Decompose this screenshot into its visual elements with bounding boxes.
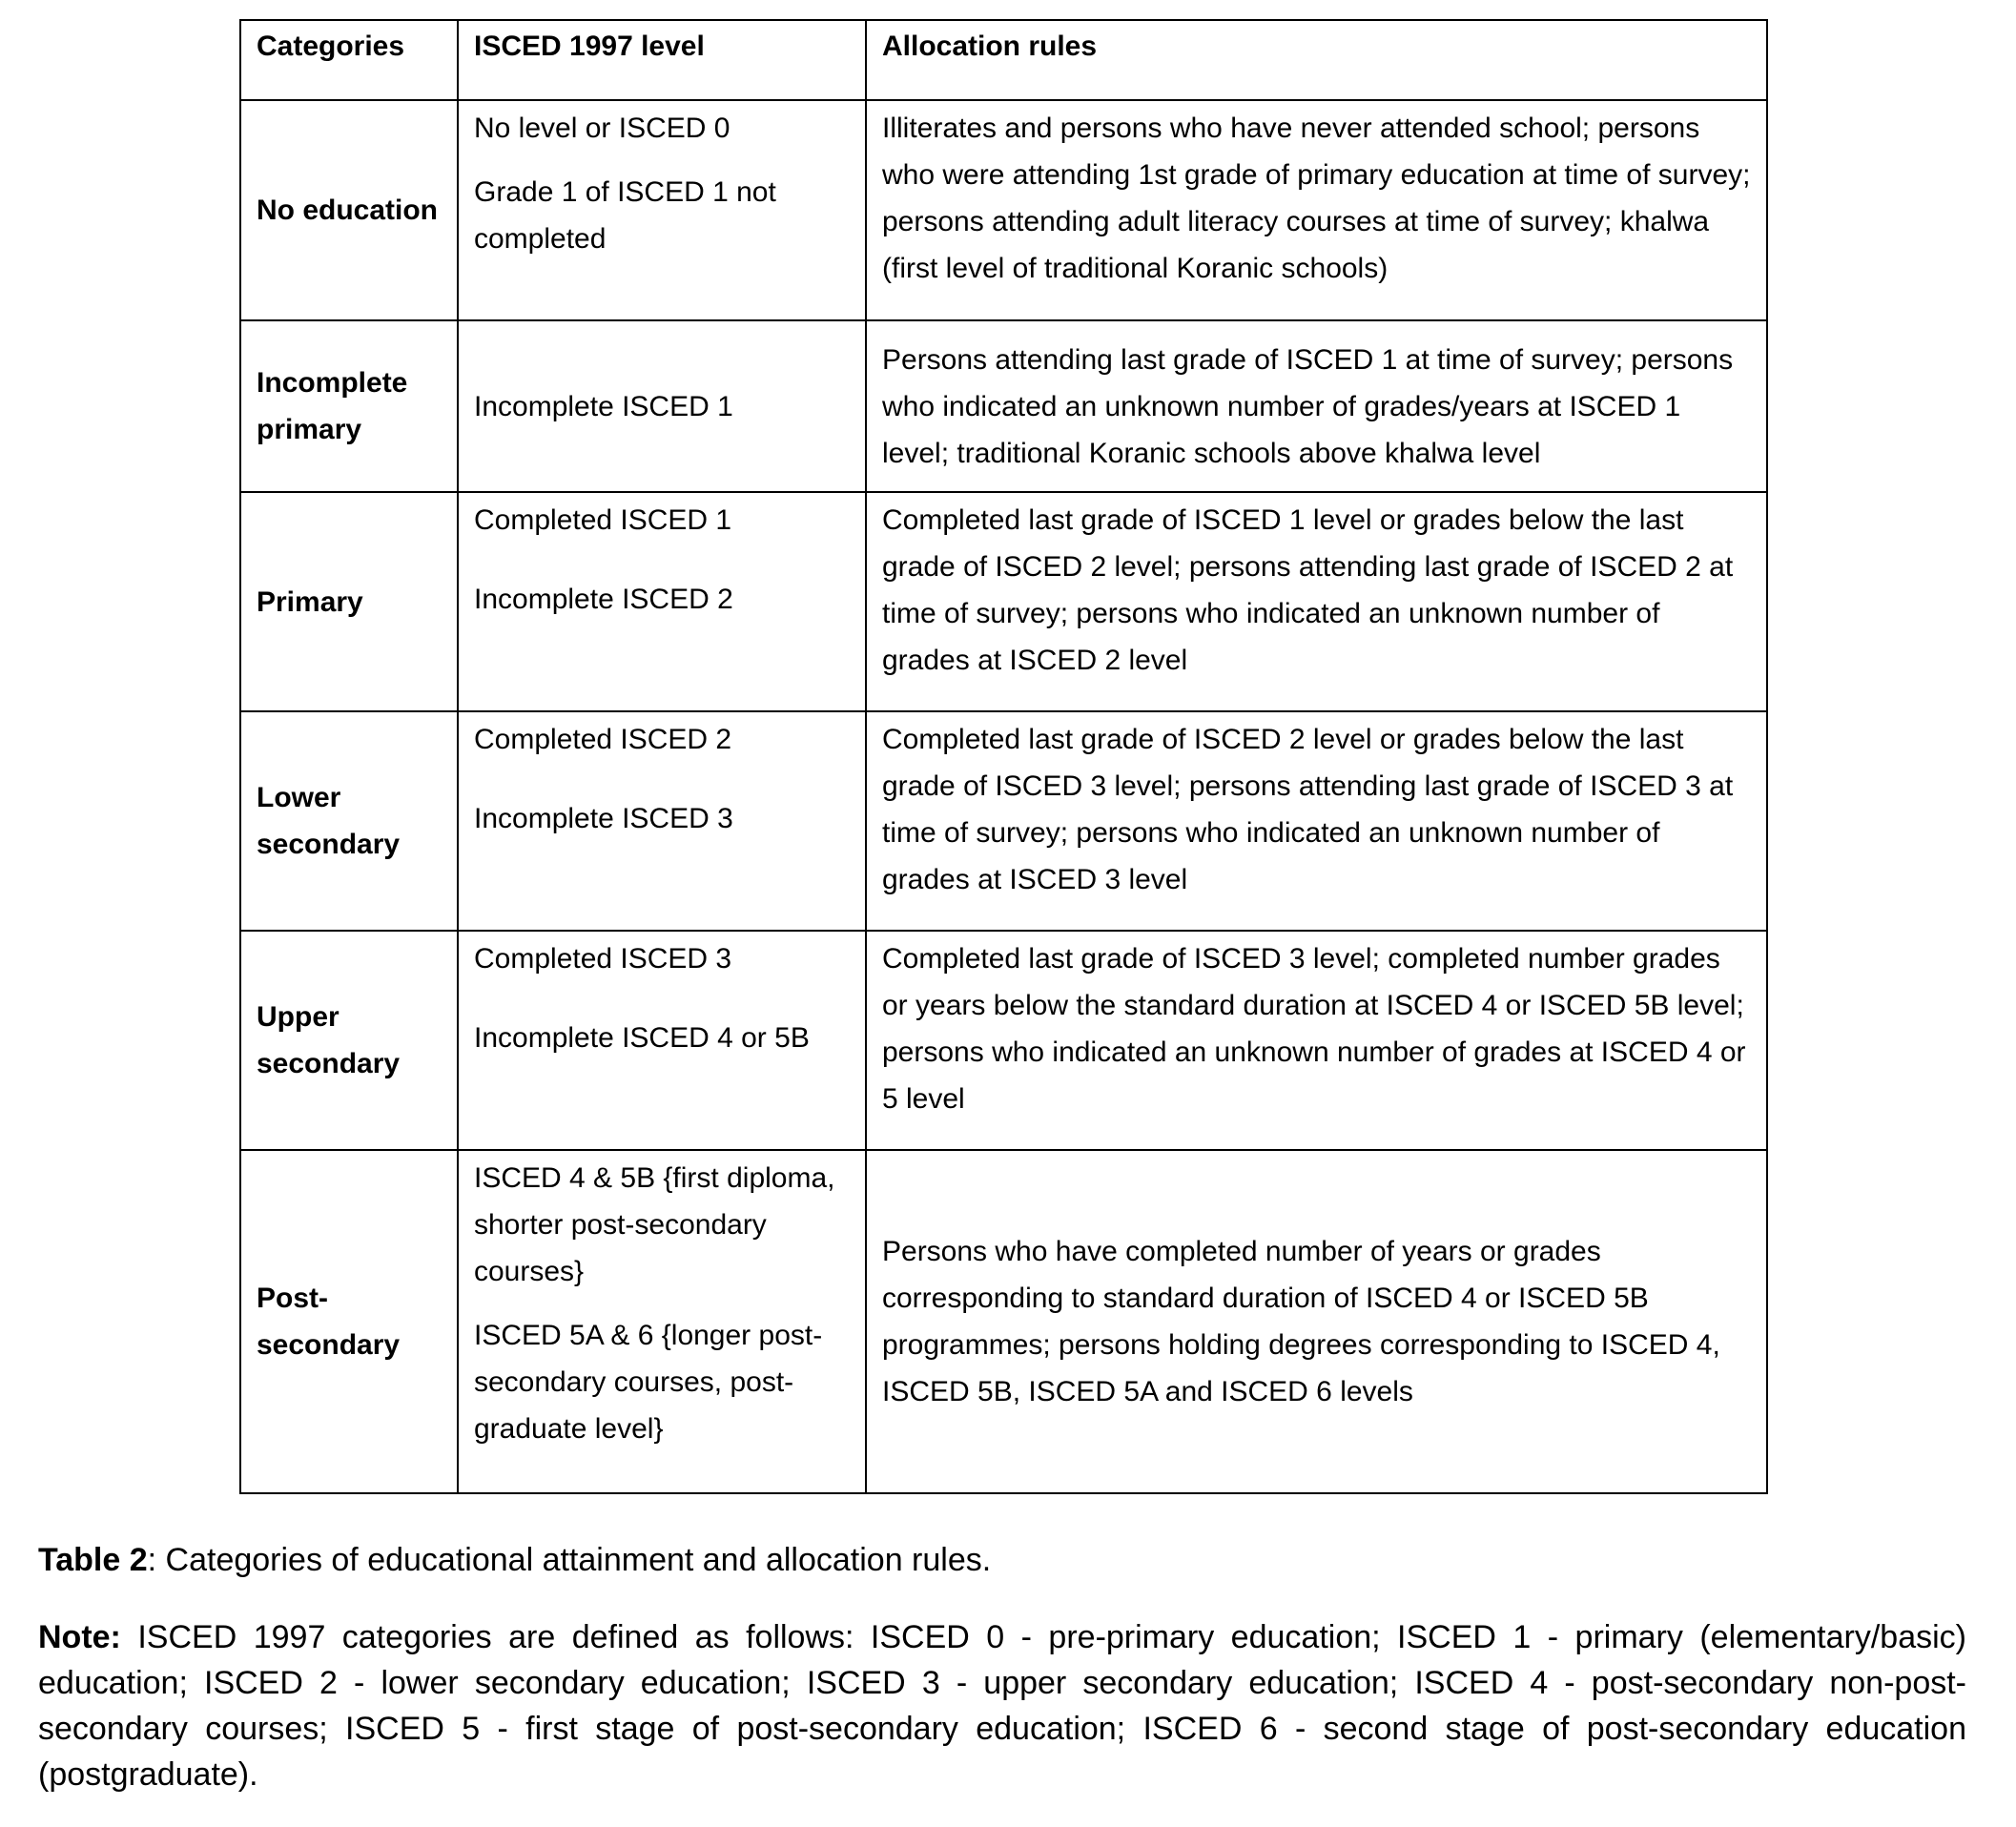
- level-item: Incomplete ISCED 3: [474, 803, 733, 834]
- table-note: [38, 1614, 1966, 1797]
- level-item: Incomplete ISCED 1: [474, 390, 733, 422]
- rule-cell: Completed last grade of ISCED 3 level; completed number grades or years below the standard duration at ISCED 4 or ISCED 5B level; persons who indicated an unknown number of grades at ISCED 4 or 5 level: [866, 931, 1767, 1150]
- level-item: Grade 1 of ISCED 1 not completed: [474, 176, 776, 255]
- level-cell: [458, 931, 866, 1150]
- level-item: ISCED 4 & 5B {first diploma, shorter post-secondary courses}: [474, 1162, 835, 1287]
- table-container: [239, 19, 1766, 1494]
- level-item: No level or ISCED 0: [474, 113, 730, 144]
- level-item: Completed ISCED 1: [474, 504, 732, 536]
- category-cell: Post-secondary: [240, 1150, 458, 1493]
- table-row-primary: [240, 492, 1767, 711]
- table-header-row: [240, 20, 1767, 100]
- header-isced-level: ISCED 1997 level: [458, 20, 866, 100]
- table-row-lower-secondary: [240, 711, 1767, 931]
- education-categories-table: [239, 19, 1768, 1494]
- level-cell: [458, 711, 866, 931]
- header-categories: Categories: [240, 20, 458, 100]
- level-item: Incomplete ISCED 4 or 5B: [474, 1022, 810, 1054]
- level-item: ISCED 5A & 6 {longer post-secondary courses, post-graduate level}: [474, 1320, 823, 1445]
- level-item: Incomplete ISCED 2: [474, 584, 733, 615]
- level-item: Completed ISCED 2: [474, 724, 732, 755]
- category-cell: Upper secondary: [240, 931, 458, 1150]
- category-cell: Lower secondary: [240, 711, 458, 931]
- note-text: ISCED 1997 categories are defined as follows: ISCED 0 - pre-primary education; ISCED 1 - primary (elementary/basic) education; ISCED 2 - lower secondary education; ISCED 3 - upper secondary education; ISCED 4 - post-secondary non-post-secondary courses; ISCED 5 - first stage of post-secondary education; ISCED 6 - second stage of post-secondary education (postgraduate).: [38, 1619, 1966, 1793]
- table-caption: [38, 1537, 1965, 1583]
- category-cell: Primary: [240, 492, 458, 711]
- level-cell: [458, 492, 866, 711]
- rule-cell: Illiterates and persons who have never attended school; persons who were attending 1st grade of primary education at time of survey; persons attending adult literacy courses at time of survey; khalwa (first level of traditional Koranic schools): [866, 100, 1767, 320]
- rule-cell: Completed last grade of ISCED 2 level or grades below the last grade of ISCED 3 level; persons attending last grade of ISCED 3 at time of survey; persons who indicated an unknown number of grades at ISCED 3 level: [866, 711, 1767, 931]
- level-cell: [458, 320, 866, 492]
- rule-cell: Completed last grade of ISCED 1 level or grades below the last grade of ISCED 2 level; persons attending last grade of ISCED 2 at time of survey; persons who indicated an unknown number of grades at ISCED 2 level: [866, 492, 1767, 711]
- table-row-upper-secondary: [240, 931, 1767, 1150]
- level-cell: [458, 100, 866, 320]
- category-cell: No education: [240, 100, 458, 320]
- caption-text: : Categories of educational attainment and allocation rules.: [147, 1542, 992, 1578]
- note-label: Note:: [38, 1619, 121, 1655]
- table-row-no-education: [240, 100, 1767, 320]
- caption-label: Table 2: [38, 1542, 148, 1578]
- table-row-post-secondary: [240, 1150, 1767, 1493]
- rule-cell: Persons attending last grade of ISCED 1 at time of survey; persons who indicated an unknown number of grades/years at ISCED 1 level; traditional Koranic schools above khalwa level: [866, 320, 1767, 492]
- table-row-incomplete-primary: [240, 320, 1767, 492]
- level-item: Completed ISCED 3: [474, 943, 732, 975]
- rule-cell: Persons who have completed number of years or grades corresponding to standard duration of ISCED 4 or ISCED 5B programmes; persons holding degrees corresponding to ISCED 4, ISCED 5B, ISCED 5A and ISCED 6 levels: [866, 1150, 1767, 1493]
- header-allocation-rules: Allocation rules: [866, 20, 1767, 100]
- category-cell: Incomplete primary: [240, 320, 458, 492]
- level-cell: [458, 1150, 866, 1493]
